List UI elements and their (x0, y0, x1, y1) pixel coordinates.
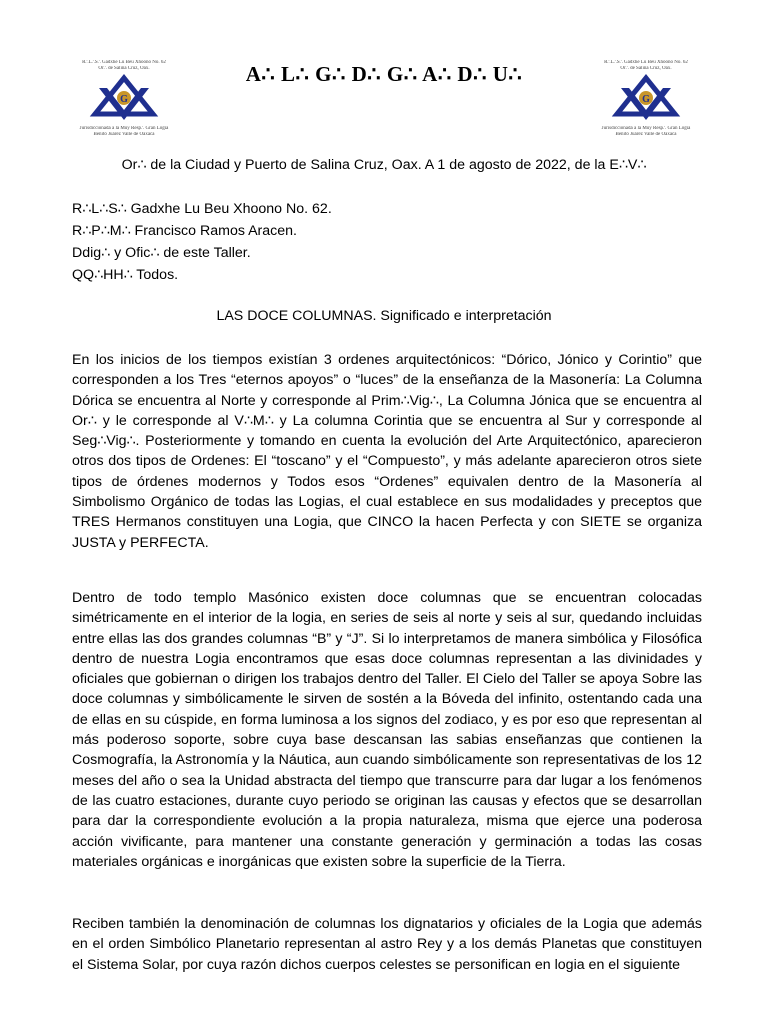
logo-text-line: Benito Juárez Valle de Oaxaca (93, 132, 155, 137)
body-paragraph: En los inicios de los tiempos existían 3 ordenes arquitectónicos: “Dórico, Jónico y Corintio” que corresponden a los Tres “eternos apoyos” o “luces” de la enseñanza de la Masonería: La Columna Dórica se encuentra al Norte y corresponde al Prim∴Vig∴, La Columna Jónica que se encuentra al Or∴ y le corresponde al V∴M∴ y La columna Corintia que se encuentra al Sur y corresponde al Seg∴Vig∴. Posteriormente y tomando en cuenta la evolución del Arte Arquitectónico, aparecieron otros dos tipos de Ordenes: El “toscano” y el “Compuesto”, y más adelante aparecieron otros siete tipos de órdenes modernos y Todos esos “Ordenes” equivalen dentro de la Masonería al Simbolismo Orgánico de todas las Logias, el cual establece en sus modalidades y preceptos que TRES Hermanos constituyen una Logia, que CINCO la hacen Perfecta y con SIETE se organiza JUSTA y PERFECTA. (72, 352, 702, 551)
body-paragraph: Reciben también la denominación de columnas los dignatarios y oficiales de la Logia que además en el orden Simbólico Planetario representan al astro Rey y a los demás Planetas que constituyen el Sistema Solar, por cuya razón dichos cuerpos celestes se personifican en logia en el siguiente (72, 916, 702, 973)
document-heading: A∴ L∴ G∴ D∴ G∴ A∴ D∴ U∴ (245, 62, 523, 86)
svg-text:G: G (120, 94, 128, 105)
addressee-line: QQ∴HH∴ Todos. (72, 267, 179, 283)
svg-text:G: G (642, 94, 650, 105)
addressee-line: Ddig∴ y Ofic∴ de este Taller. (72, 245, 251, 261)
body-paragraph: Dentro de todo templo Masónico existen doce columnas que se encuentran colocadas simétricamente en el interior de la logia, en series de seis al norte y seis al sur, quedando incluidas entre ellas las dos grandes columnas “B” y “J”. Si lo interpretamos de manera simbólica y Filosófica dentro de nuestra Logia encontramos que esas doce columnas representan a las divinidades y oficiales que gobiernan o dirigen los trabajos dentro del Taller. El Cielo del Taller se apoya Sobre las doce columnas y simbólicamente le sirven de sostén a la Bóveda del infinito, ostentando cada una de ellas en su cúspide, en forma luminosa a los signos del zodiaco, y es por eso que representan al más poderoso soporte, sobre cuya base descansan las sabias enseñanzas que contienen la Cosmografía, la Astronomía y la Náutica, aun cuando simbólicamente son representativas de los 12 meses del año o sea la Unidad abstracta del tiempo que transcurre para dar lugar a los fenómenos de las cuatro estaciones, durante cuyo periodo se originan las causas y efectos que se desarrollan para dar la correspondiente evolución a la propia naturaleza, misma que ejerce una poderosa acción vivificante, para mantener una constante generación y germinación a todas las cosas materiales orgánicas e inorgánicas que existen sobre la superficie de la Tierra. (72, 590, 702, 870)
addressee-line: R∴L∴S∴ Gadxhe Lu Beu Xhoono No. 62. (72, 201, 332, 217)
addressee-block (72, 198, 332, 286)
letterhead (0, 52, 768, 142)
logo-text-line: Benito Juárez Valle de Oaxaca (615, 132, 677, 137)
logo-text-line: Jurisdiccionada a la Muy Resp∴ Gran Logia (79, 126, 169, 131)
logo-text-line: Or∴ de Salina Cruz, Oax. (98, 66, 150, 71)
logo-text-line: Jurisdiccionada a la Muy Resp∴ Gran Logia (601, 126, 691, 131)
logo-text-line: Or∴ de Salina Cruz, Oax. (620, 66, 672, 71)
logo-text-line: R∴L∴S∴ Gadxhe Lu Beu Xhoono No. 62 (604, 60, 688, 65)
square-and-compass-emblem-icon (611, 74, 681, 124)
addressee-line: R∴P∴M∴ Francisco Ramos Aracen. (72, 223, 297, 239)
lodge-logo-right (590, 60, 702, 138)
place-and-date: Or∴ de la Ciudad y Puerto de Salina Cruz, Oax. A 1 de agosto de 2022, de la E∴V∴ (121, 157, 647, 173)
document-title: LAS DOCE COLUMNAS. Significado e interpretación (216, 308, 552, 324)
logo-text-line: R∴L∴S∴ Gadxhe Lu Beu Xhoono No. 62 (82, 60, 166, 65)
